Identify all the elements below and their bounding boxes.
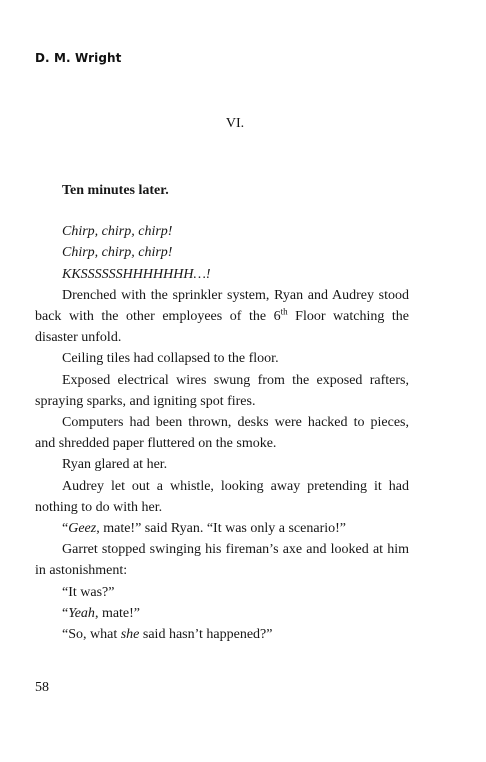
ordinal-suffix: th [280,306,288,317]
emphasis-text: Yeah [68,605,95,621]
quote-mark: “ [62,521,69,537]
paragraph-text: said hasn’t happened?” [139,627,273,643]
dialogue-paragraph [35,624,409,645]
paragraph: Exposed electrical wires swung from the exposed rafters, spraying sparks, and igniting spot fires. [35,372,409,409]
paragraph-text: , mate!” [94,605,141,621]
quote-mark: “ [62,605,69,621]
running-head-author: D. M. Wright [35,51,122,65]
body-text [35,180,409,645]
page-number: 58 [35,680,49,695]
emphasis-text: she [120,627,140,643]
paragraph-text: Floor watching the disaster unfold. [35,309,410,346]
sound-effect-text: KKSSSSSSHHHHHHH…! [62,266,211,282]
paragraph-text: “So, what [62,627,121,643]
sound-effect-text: Chirp, chirp, chirp! [62,245,173,261]
paragraph: Ryan glared at her. [62,457,168,473]
emphasis-text: Geez [68,521,97,537]
paragraph-text: Drenched with the sprinkler system, Ryan and Audrey stood back with the other employees of the 6 [35,287,409,325]
paragraph: Computers had been thrown, desks were hacked to pieces, and shredded paper fluttered on the smoke. [35,415,409,452]
dialogue-paragraph [35,603,409,624]
paragraph [35,285,409,349]
paragraph-text: , mate!” said Ryan. “It was only a scenario!” [96,521,347,537]
dialogue-paragraph: “It was?” [62,584,115,600]
paragraph: Audrey let out a whistle, looking away pretending it had nothing to do with her. [35,478,409,515]
paragraph: Garret stopped swinging his fireman’s axe and looked at him in astonishment: [35,542,409,579]
scene-heading: Ten minutes later. [62,183,169,198]
chapter-number: VI. [225,116,245,131]
sound-effect-text: Chirp, chirp, chirp! [62,224,173,240]
sound-effect-line [35,242,409,263]
dialogue-paragraph [35,518,409,539]
sound-effect-line [35,264,409,285]
sound-effect-line [35,221,409,242]
paragraph: Ceiling tiles had collapsed to the floor. [62,351,279,367]
